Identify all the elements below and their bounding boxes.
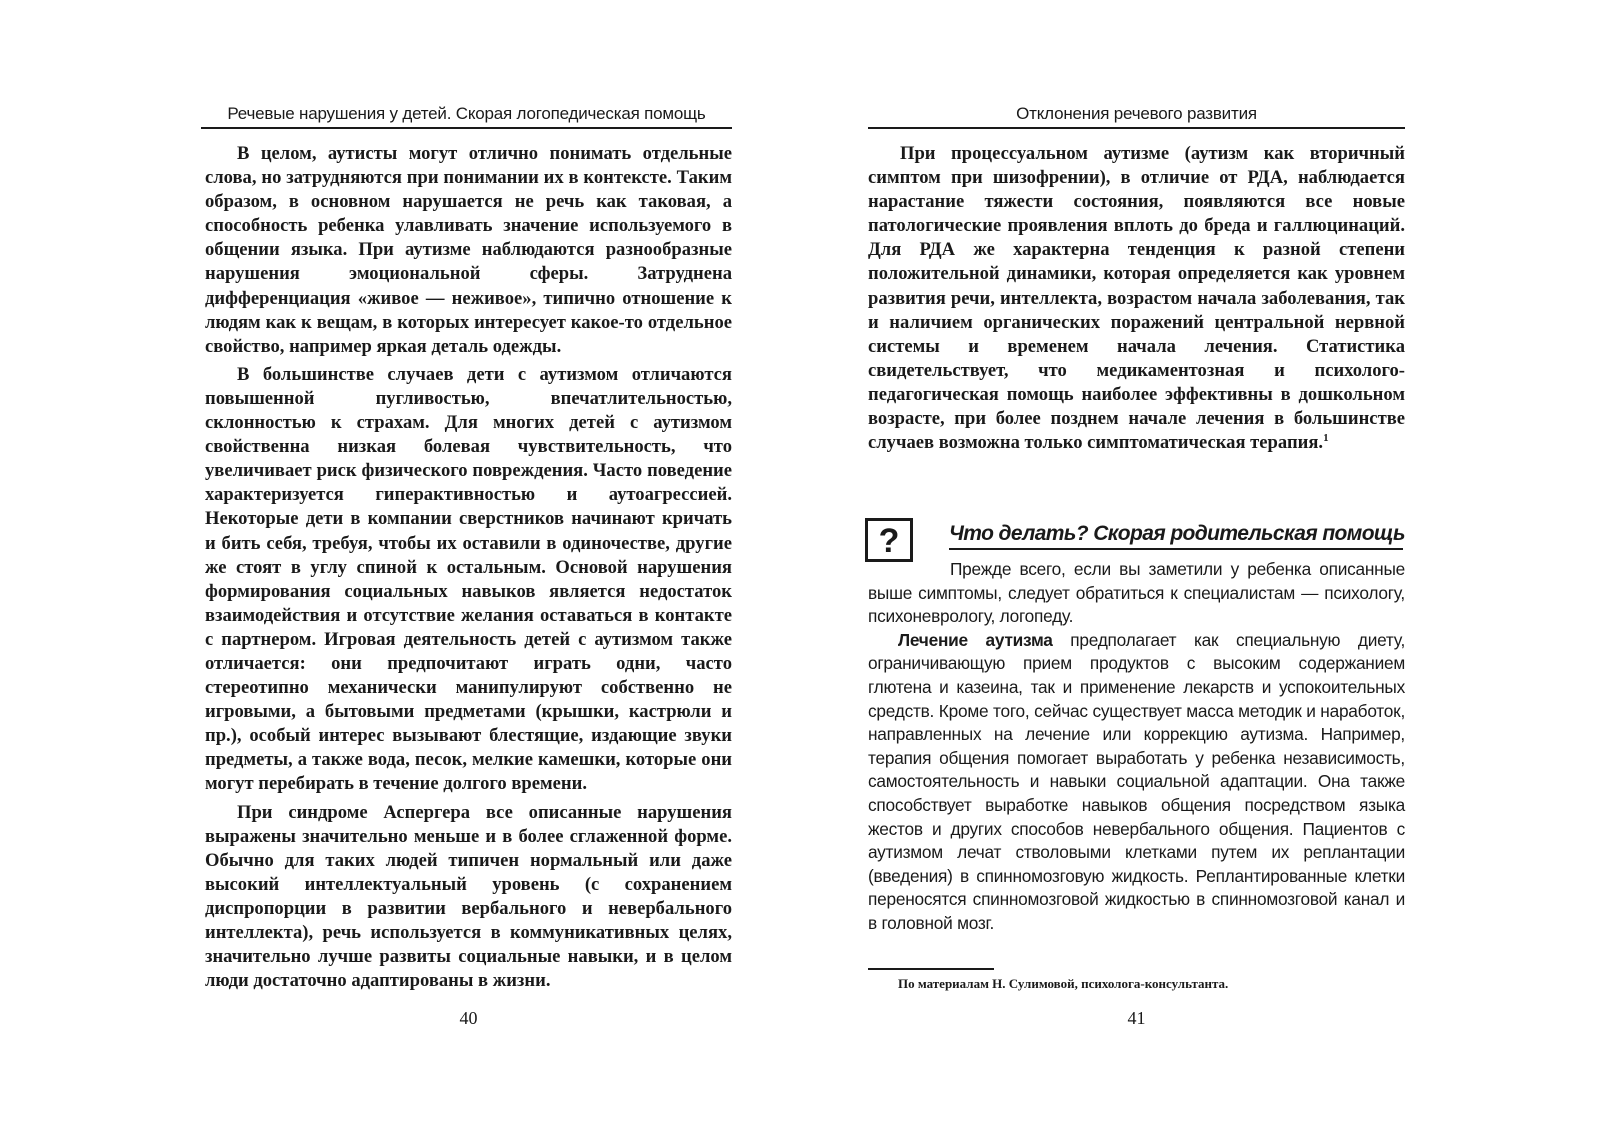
paragraph: В большинстве случаев дети с аутизмом отличаются повышенной пугливостью, впечатлительностью, склонностью к страхам. Для многих детей с аутизмом свойственна низкая болевая чувствительность, что увеличивает риск физического повреждения. Часто поведение характеризуется гиперактивностью и аутоагрессией. Некоторые дети в компании сверстников начинают кричать и бить себя, требуя, чтобы их оставили в одиночестве, другие же стоят в углу спиной к остальным. Основой нарушения формирования социальных навыков является недостаток взаимодействия и отсутствие желания оставаться в контакте с партнером. Игровая деятельность детей с аутизмом также отличается: они предпочитают играть одни, часто стереотипно механически манипулируют собственно не игровыми, а бытовыми предметами (крышки, кастрюли и пр.), особый интерес вызывают блестящие, издающие звуки предметы, а также вода, песок, мелкие камешки, которые они могут перебирать в течение долгого времени.: [205, 363, 732, 795]
help-intro: Прежде всего, если вы заметили у ребенка описанные выше симптомы, следует обратиться к специалистам — психологу, психоневрологу, логопеду.: [868, 559, 1405, 627]
footnote: По материалам Н. Сулимовой, психолога-консультанта.: [898, 976, 1229, 991]
help-term: Лечение аутизма: [898, 629, 1053, 650]
running-head: Отклонения речевого развития: [868, 104, 1405, 129]
paragraph: При синдроме Аспергера все описанные нарушения выражены значительно меньше и в более сглаженной форме. Обычно для таких людей типичен нормальный или даже высокий интеллектуальный уровень (с сохранением диспропорции в развитии вербального и невербального интеллекта), речь используется в коммуникативных целях, значительно лучше развиты социальные навыки, и в целом люди достаточно адаптированы в жизни.: [205, 801, 732, 992]
left-page: [205, 0, 742, 1132]
footnote-divider: [868, 968, 994, 970]
right-page: [868, 0, 1405, 1132]
paragraph: В целом, аутисты могут отлично понимать отдельные слова, но затрудняются при понимании их в контексте. Таким образом, в основном нарушается не речь как таковая, а способность ребенка улавливать значение используемого в общении языка. При аутизме наблюдаются разнообразные нарушения эмоциональной сферы. Затруднена дифференциация «живое — неживое», типично отношение к людям как к вещам, в которых интересует какое-то отдельное свойство, например яркая деталь одежды.: [205, 143, 732, 357]
running-head: Речевые нарушения у детей. Скорая логопедическая помощь: [201, 104, 732, 129]
help-box-title: Что делать? Скорая родительская помощь: [949, 522, 1403, 550]
question-mark-icon: ?: [865, 518, 913, 562]
help-paragraph: [868, 629, 1405, 936]
body-text: [868, 142, 1405, 459]
body-text: [205, 142, 732, 997]
footnote-marker: 1: [1323, 431, 1329, 444]
paragraph: [868, 142, 1405, 455]
page-number: 41: [1127, 1008, 1146, 1028]
help-paragraph-text: предполагает как специальную диету, ограничивающую прием продуктов с высоким содержанием глютена и казеина, так и применение лекарств и успокоительных средств. Кроме того, сейчас существует масса методик и наработок, направленных на лечение или коррекцию аутизма. Например, терапия общения помогает выработать у ребенка независимость, самостоятельность и навыки социальной адаптации. Она также способствует выработке навыков общения посредством языка жестов и других способов невербального общения. Пациентов с аутизмом лечат стволовыми клетками путем их реплантации (введения) в спинномозговую жидкость. Реплантированные клетки переносятся спинномозговой жидкостью в спинномозговой канал и в головной мозг.: [868, 629, 1405, 933]
paragraph-text: При процессуальном аутизме (аутизм как вторичный симптом при шизофрении), в отличие от РДА, наблюдается нарастание тяжести состояния, появляются все новые патологические проявления вплоть до бреда и галлюцинаций. Для РДА же характерна тенденция к разной степени положительной динамики, которая определяется как уровнем развития речи, интеллекта, возрастом начала заболевания, так и наличием органических поражений центральной нервной системы и временем начала лечения. Статистика свидетельствует, что медикаментозная и психолого-педагогическая помощь наиболее эффективны в дошкольном возрасте, при более позднем начале лечения в большинстве случаев возможна только симптоматическая терапия.: [868, 143, 1405, 454]
page-number: 40: [459, 1008, 478, 1028]
help-box-text: [868, 558, 1405, 936]
